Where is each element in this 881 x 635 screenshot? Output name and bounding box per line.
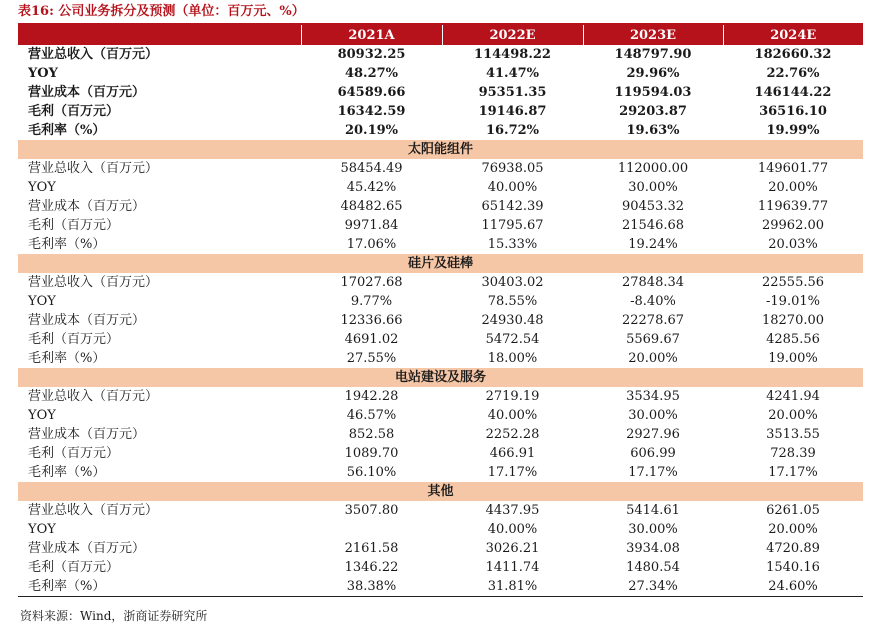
value-cell: 1411.74 [485,560,540,575]
table-row [18,387,863,406]
header-cell-2022e: 2022E [442,25,583,45]
section-header-row [18,482,863,501]
table-row [18,520,863,539]
header-cell-blank [18,25,301,45]
row-label: YOY [28,522,56,537]
value-cell: 78.55% [487,294,538,309]
value-cell: 38.38% [301,577,442,597]
row-label: 毛利率（%） [28,123,106,138]
value-cell: 48482.65 [340,199,403,214]
table-row [18,463,863,482]
value-cell: 9971.84 [344,218,399,233]
value-cell: 2252.28 [485,427,540,442]
value-cell: 146144.22 [754,85,832,100]
row-label: 毛利率（%） [28,351,106,366]
value-cell: 90453.32 [621,199,685,214]
row-label: 营业成本（百万元） [28,199,146,214]
table-body [18,45,863,597]
value-cell: 4437.95 [485,503,540,518]
value-cell: 19.24% [628,237,678,252]
value-cell: 19146.87 [478,104,547,119]
table-row [18,197,863,216]
value-cell: 9.77% [350,294,393,309]
value-cell: 114498.22 [474,47,551,62]
row-label: 营业总收入（百万元） [28,275,159,290]
section-title: 硅片及硅棒 [18,254,863,273]
table-row [18,83,863,102]
value-cell: -19.01% [766,294,820,309]
header-cell-2021a: 2021A [301,25,442,45]
value-cell: 2927.96 [626,427,680,442]
value-cell: 20.19% [344,123,399,138]
value-cell: 112000.00 [617,161,689,176]
value-cell: 5569.67 [626,332,680,347]
value-cell: 1089.70 [344,446,399,461]
value-cell: 76938.05 [481,161,544,176]
value-cell: 3934.08 [626,541,680,556]
table-row [18,406,863,425]
value-cell: 20.03% [768,237,818,252]
value-cell: 40.00% [487,408,538,423]
row-label: 毛利率（%） [28,465,106,480]
row-label: 毛利（百万元） [28,332,120,347]
value-cell: 20.00% [768,180,818,195]
value-cell: 18270.00 [761,313,825,328]
value-cell: 1480.54 [626,560,680,575]
value-cell: 19.99% [766,123,820,138]
value-cell: 41.47% [485,66,540,81]
value-cell: 4720.89 [766,541,820,556]
value-cell: 606.99 [630,446,676,461]
value-cell: 119639.77 [757,199,829,214]
value-cell: 24.60% [723,577,863,597]
value-cell: 17.06% [346,237,397,252]
row-label: 营业成本（百万元） [28,541,146,556]
header-cell-2024e: 2024E [723,25,863,45]
section-header-row [18,254,863,273]
table-row [18,45,863,64]
table-row [18,216,863,235]
table-row [18,444,863,463]
value-cell: 31.81% [442,577,583,597]
row-label: 营业成本（百万元） [28,85,146,100]
value-cell: 149601.77 [757,161,829,176]
section-title: 电站建设及服务 [18,368,863,387]
value-cell: 20.00% [768,408,818,423]
value-cell: 3026.21 [485,541,540,556]
table-row [18,178,863,197]
value-cell: 2719.19 [485,389,540,404]
value-cell: 21546.68 [621,218,685,233]
value-cell: 30.00% [628,408,678,423]
value-cell: 30.00% [628,180,678,195]
value-cell: 17027.68 [340,275,403,290]
table-row [18,159,863,178]
value-cell: 48.27% [344,66,399,81]
table-row [18,102,863,121]
value-cell: 36516.10 [759,104,827,119]
row-label: 毛利（百万元） [28,104,120,119]
value-cell: 852.58 [348,427,395,442]
value-cell: 17.17% [487,465,538,480]
row-label: 毛利率（%） [18,577,301,597]
value-cell: 17.17% [628,465,678,480]
source-note: 资料来源：Wind，浙商证券研究所 [20,609,208,623]
value-cell: 3534.95 [626,389,680,404]
table-row [18,501,863,520]
table-row [18,292,863,311]
value-cell: 27.34% [583,577,723,597]
value-cell: 16342.59 [337,104,406,119]
value-cell: 20.00% [628,351,678,366]
table-caption: 公司业务拆分及预测（单位：百万元、%） [58,4,305,19]
value-cell: 64589.66 [337,85,406,100]
value-cell: 119594.03 [614,85,692,100]
value-cell: 22555.56 [761,275,825,290]
row-label: YOY [28,66,58,81]
value-cell: 45.42% [346,180,397,195]
value-cell: 40.00% [487,180,538,195]
row-label: 营业总收入（百万元） [28,47,159,62]
value-cell: 19.63% [626,123,680,138]
value-cell: 40.00% [487,522,538,537]
row-label: 营业总收入（百万元） [28,161,159,176]
value-cell [301,520,442,539]
value-cell: 24930.48 [481,313,544,328]
table-title [18,1,305,23]
row-label: YOY [28,180,56,195]
value-cell: 22.76% [766,66,820,81]
value-cell: 5414.61 [626,503,680,518]
value-cell: 46.57% [346,408,397,423]
table-row [18,577,863,597]
value-cell: 18.00% [487,351,538,366]
section-title: 其他 [18,482,863,501]
value-cell: 80932.25 [337,47,406,62]
value-cell: 56.10% [346,465,397,480]
value-cell: 4285.56 [766,332,820,347]
value-cell: 182660.32 [754,47,832,62]
value-cell: 29.96% [626,66,680,81]
table-row [18,539,863,558]
value-cell: 30.00% [628,522,678,537]
value-cell: 16.72% [485,123,540,138]
table-number: 表16: [18,4,54,19]
table-row [18,311,863,330]
value-cell: 4241.94 [766,389,820,404]
row-label: YOY [28,294,56,309]
value-cell: 29962.00 [761,218,825,233]
header-row [18,25,863,45]
row-label: 营业总收入（百万元） [28,503,159,518]
row-label: 毛利（百万元） [28,560,120,575]
value-cell: 58454.49 [340,161,403,176]
table-row [18,330,863,349]
value-cell: 12336.66 [340,313,403,328]
section-title: 太阳能组件 [18,140,863,159]
section-header-row [18,140,863,159]
table-row [18,558,863,577]
value-cell: 30403.02 [481,275,544,290]
table-row [18,235,863,254]
table-row [18,121,863,140]
value-cell: 29203.87 [619,104,687,119]
value-cell: 1540.16 [766,560,820,575]
value-cell: 27848.34 [621,275,685,290]
value-cell: 728.39 [770,446,816,461]
row-label: 毛利（百万元） [28,446,120,461]
table-row [18,349,863,368]
value-cell: 6261.05 [766,503,820,518]
value-cell: 22278.67 [621,313,685,328]
value-cell: 4691.02 [344,332,399,347]
value-cell: 1346.22 [344,560,399,575]
value-cell: 65142.39 [481,199,544,214]
value-cell: 466.91 [489,446,536,461]
value-cell: -8.40% [630,294,676,309]
value-cell: 17.17% [768,465,818,480]
table-row [18,273,863,292]
value-cell: 95351.35 [478,85,547,100]
value-cell: 11795.67 [481,218,544,233]
row-label: 营业总收入（百万元） [28,389,159,404]
row-label: 毛利（百万元） [28,218,120,233]
table-row [18,64,863,83]
row-label: YOY [28,408,56,423]
value-cell: 3513.55 [766,427,820,442]
value-cell: 3507.80 [344,503,399,518]
section-header-row [18,368,863,387]
value-cell: 15.33% [487,237,538,252]
row-label: 营业成本（百万元） [28,427,146,442]
value-cell: 1942.28 [344,389,399,404]
value-cell: 27.55% [346,351,397,366]
value-cell: 19.00% [768,351,818,366]
value-cell: 20.00% [768,522,818,537]
row-label: 营业成本（百万元） [28,313,146,328]
value-cell: 5472.54 [485,332,540,347]
value-cell: 148797.90 [614,47,692,62]
row-label: 毛利率（%） [28,237,106,252]
value-cell: 2161.58 [344,541,399,556]
table-row [18,425,863,444]
header-cell-2023e: 2023E [583,25,723,45]
forecast-table [18,25,863,597]
